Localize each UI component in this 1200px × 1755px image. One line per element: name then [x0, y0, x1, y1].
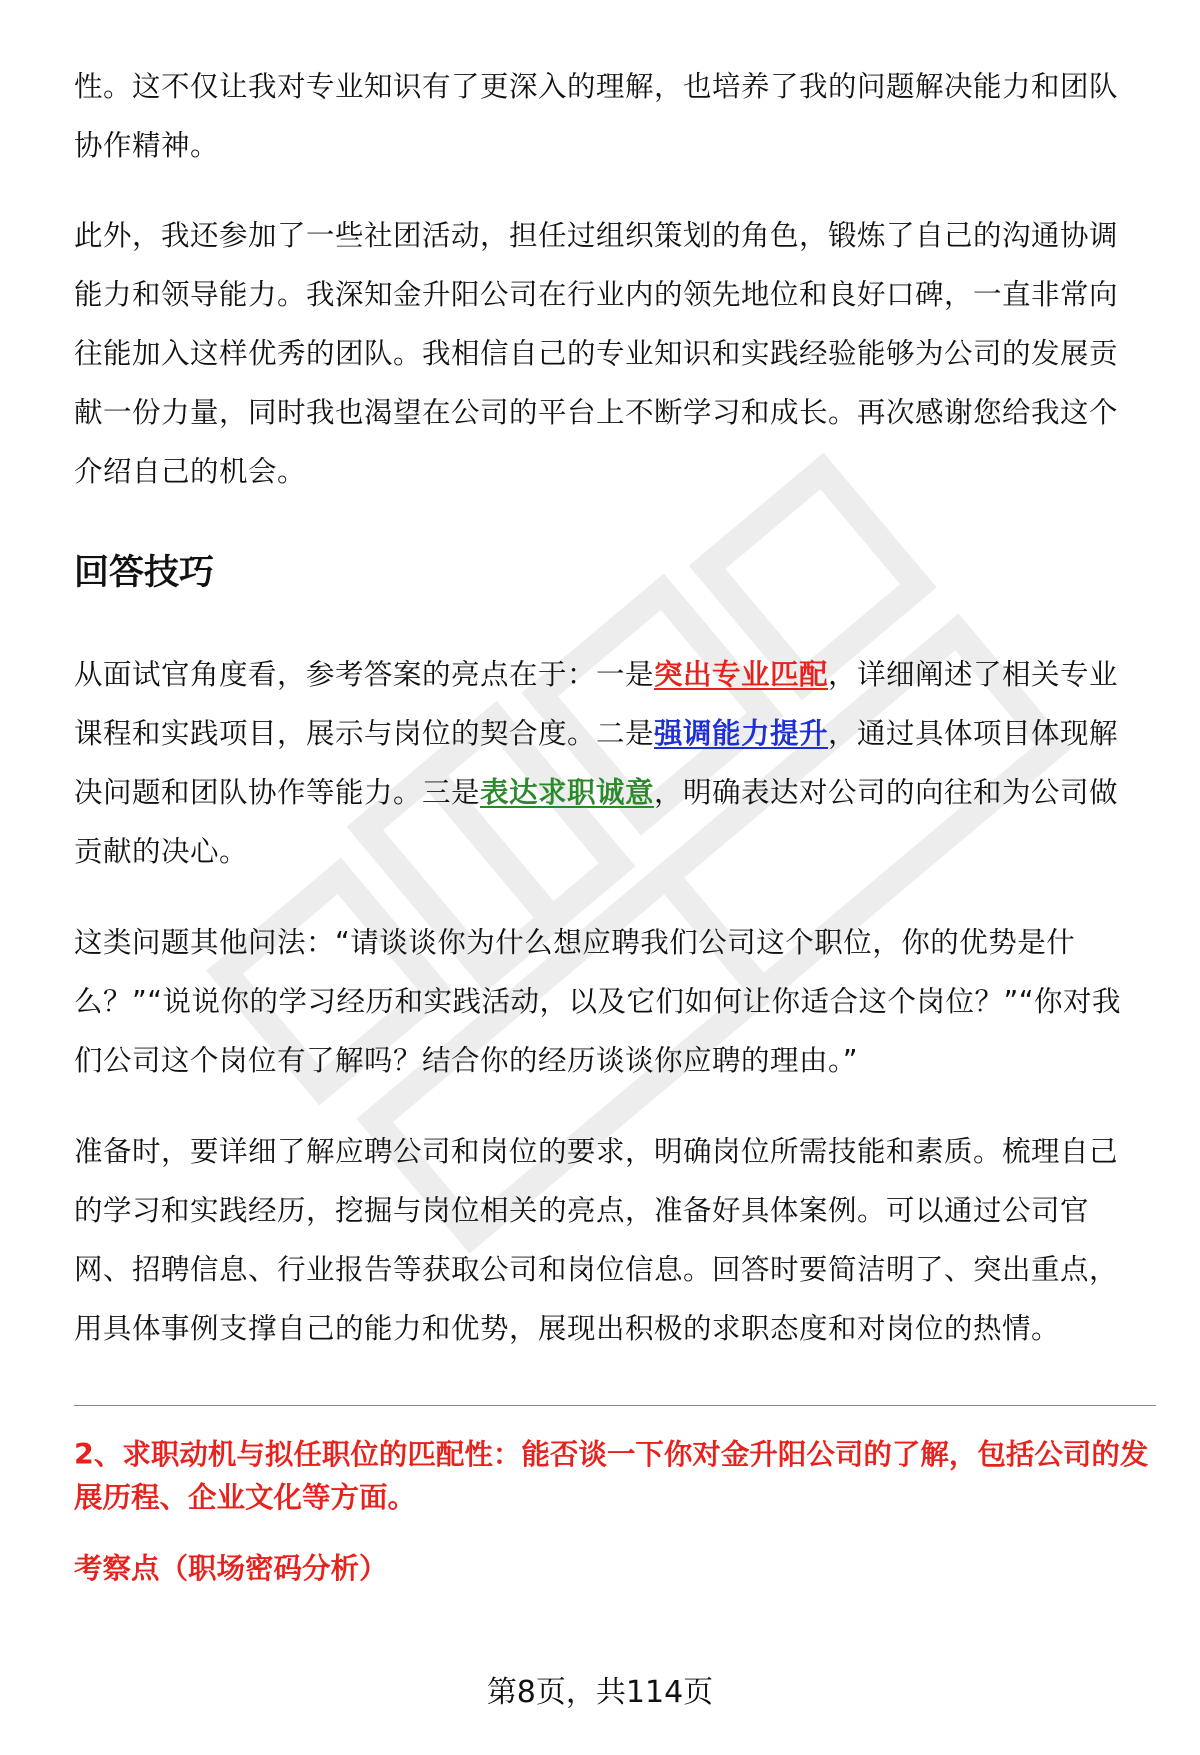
highlight-ability-improvement: 强调能力提升	[654, 717, 829, 750]
highlight-professional-match: 突出专业匹配	[654, 658, 829, 691]
paragraph-alternate-questions: 这类问题其他问法：“请谈谈你为什么想应聘我们公司这个职位，你的优势是什么？”“说说你的学习经历和实践活动，以及它们如何让你适合这个岗位？”“你对我们公司这个岗位有了解吗？结合你的经历谈谈你应聘的理由。”	[74, 926, 1122, 1077]
page-number: 第8页，共114页	[486, 1675, 714, 1710]
highlights-text-2: ，详细阐述了相关专业课程和实践项目，展示与岗位的契合度。二是	[74, 658, 1119, 750]
paragraph-highlights	[74, 645, 1144, 881]
highlight-sincerity: 表达求职诚意	[480, 776, 655, 809]
section-heading: 回答技巧	[74, 553, 215, 593]
paragraph-activities: 此外，我还参加了一些社团活动，担任过组织策划的角色，锻炼了自己的沟通协调能力和领导能力。我深知金升阳公司在行业内的领先地位和良好口碑，一直非常向往能加入这样优秀的团队。我相信自己的专业知识和实践经验能够为公司的发展贡献一份力量，同时我也渴望在公司的平台上不断学习和成长。再次感谢您给我这个介绍自己的机会。	[74, 219, 1119, 488]
question-subhead: 考察点（职场密码分析）	[74, 1552, 388, 1585]
section-divider	[74, 1405, 1156, 1406]
paragraph-intro-continued: 性。这不仅让我对专业知识有了更深入的理解，也培养了我的问题解决能力和团队协作精神。	[74, 70, 1119, 162]
highlights-text-1: 从面试官角度看，参考答案的亮点在于：一是	[74, 658, 655, 691]
paragraph-preparation: 准备时，要详细了解应聘公司和岗位的要求，明确岗位所需技能和素质。梳理自己的学习和实践经历，挖掘与岗位相关的亮点，准备好具体案例。可以通过公司官网、招聘信息、行业报告等获取公司和岗位信息。回答时要简洁明了、突出重点，用具体事例支撑自己的能力和优势，展现出积极的求职态度和对岗位的热情。	[74, 1135, 1119, 1345]
question-title: 2、求职动机与拟任职位的匹配性：能否谈一下你对金升阳公司的了解，包括公司的发展历程、企业文化等方面。	[74, 1438, 1149, 1514]
highlights-text-3: ，通过具体项目体现解决问题和团队协作等能力。三是	[74, 717, 1119, 809]
highlights-text-4: ，明确表达对公司的向往和为公司做贡献的决心。	[74, 776, 1119, 868]
